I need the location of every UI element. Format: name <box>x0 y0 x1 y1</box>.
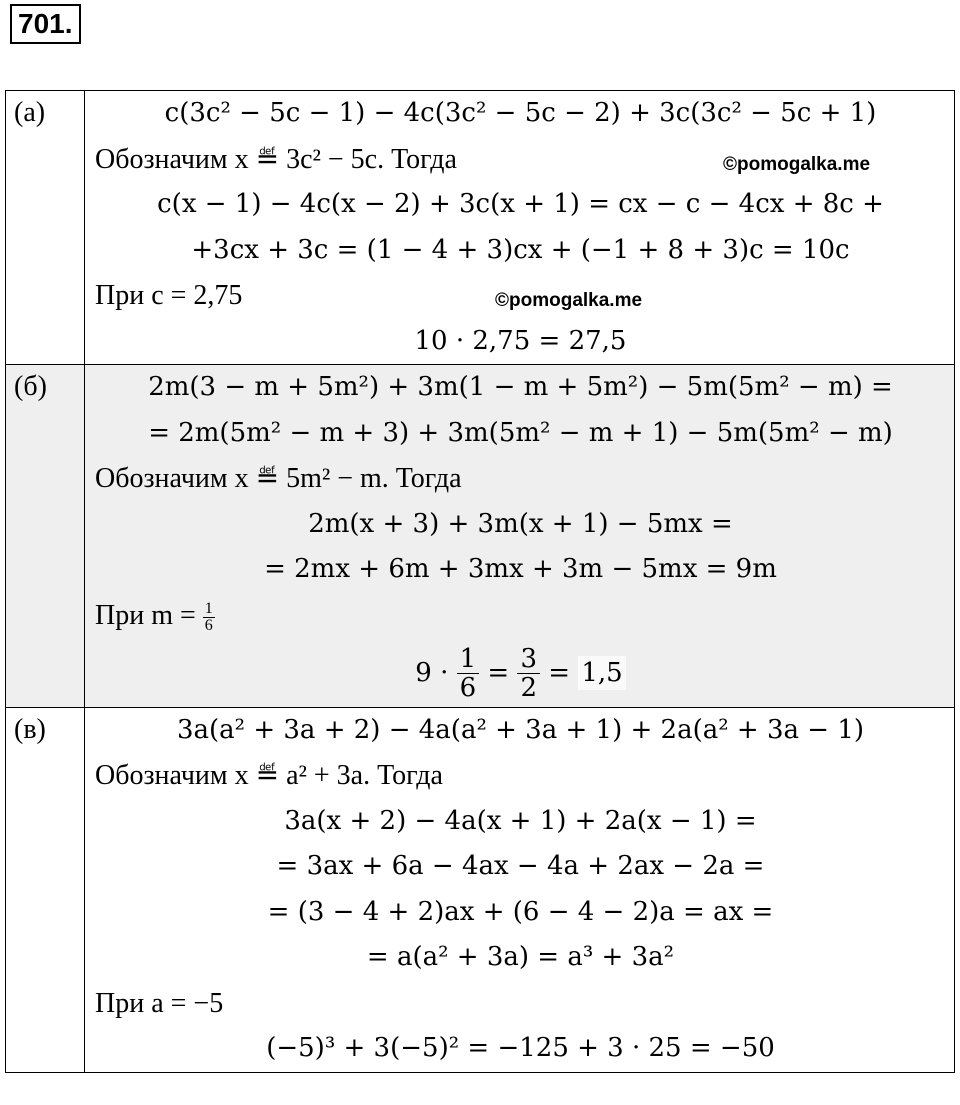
result-line <box>95 639 946 707</box>
table-row-b <box>6 365 955 708</box>
result-line: (−5)³ + 3(−5)² = −125 + 3 · 25 = −50 <box>266 1033 775 1063</box>
substitution-line: Обозначим x ≝ a² + 3a. Тогда <box>95 760 443 791</box>
equation-line: 2m(3 − m + 5m²) + 3m(1 − m + 5m²) − 5m(5m² − m) = <box>148 372 893 402</box>
watermark: ©pomogalka.me <box>723 153 871 175</box>
equation-line: 2m(x + 3) + 3m(x + 1) − 5mx = <box>308 508 733 539</box>
part-label-a: (а) <box>6 91 85 365</box>
equation-line: 3a(x + 2) − 4a(x + 1) + 2a(x − 1) = <box>284 805 757 836</box>
result-start: 9 · <box>415 657 449 688</box>
equals-sign: = <box>548 657 571 688</box>
result-fraction-2 <box>517 645 540 702</box>
equation-line: = (3 − 4 + 2)ax + (6 − 4 − 2)a = ax = <box>267 896 774 927</box>
equation-line: = 2mx + 6m + 3mx + 3m − 5mx = 9m <box>264 554 777 584</box>
equals-sign: = <box>487 657 510 688</box>
given-fraction <box>203 601 215 634</box>
part-label-c: (в) <box>6 707 85 1072</box>
part-content-a <box>85 91 955 365</box>
given-line <box>95 593 946 639</box>
watermark: ©pomogalka.me <box>495 290 643 311</box>
fraction-numerator: 1 <box>457 645 480 674</box>
part-content-b <box>85 365 955 708</box>
equation-line: c(x − 1) − 4c(x − 2) + 3c(x + 1) = cx − c − 4cx + 8c + <box>157 189 884 219</box>
given-text: При c = 2,75 <box>95 280 243 311</box>
part-label-b: (б) <box>6 365 85 708</box>
table-row-a <box>6 91 955 365</box>
substitution-line <box>95 137 946 183</box>
substitution-text: Обозначим x ≝ 3c² − 5c. Тогда <box>95 143 457 175</box>
equation-line: = 2m(5m² − m + 3) + 3m(5m² − m + 1) − 5m(5m² − m) <box>148 417 893 448</box>
result-value: 1,5 <box>578 656 625 690</box>
solutions-table <box>5 90 955 1073</box>
substitution-line: Обозначим x ≝ 5m² − m. Тогда <box>95 463 462 494</box>
given-line <box>95 273 946 319</box>
fraction-denominator: 6 <box>204 616 213 634</box>
given-text: При m = <box>95 599 196 631</box>
equation-line: = a(a² + 3a) = a³ + 3a² <box>366 942 675 972</box>
fraction-numerator: 1 <box>204 599 213 617</box>
fraction-denominator: 2 <box>520 673 538 703</box>
fraction-denominator: 6 <box>459 673 477 703</box>
table-row-c <box>6 707 955 1072</box>
task-number: 701. <box>10 4 81 44</box>
equation-line: = 3ax + 6a − 4ax − 4a + 2ax − 2a = <box>276 851 765 881</box>
equation-line: +3cx + 3c = (1 − 4 + 3)cx + (−1 + 8 + 3)c = 10c <box>191 234 850 265</box>
equation-line: c(3c² − 5c − 1) − 4c(3c² − 5c − 2) + 3c(3c² − 5c + 1) <box>164 98 877 128</box>
result-fraction-1 <box>457 645 480 702</box>
given-line: При a = −5 <box>95 987 224 1019</box>
part-content-c <box>85 707 955 1072</box>
equation-line: 3a(a² + 3a + 2) − 4a(a² + 3a + 1) + 2a(a² + 3a − 1) <box>176 714 865 745</box>
result-line: 10 · 2,75 = 27,5 <box>414 325 627 356</box>
fraction-numerator: 3 <box>517 645 540 674</box>
